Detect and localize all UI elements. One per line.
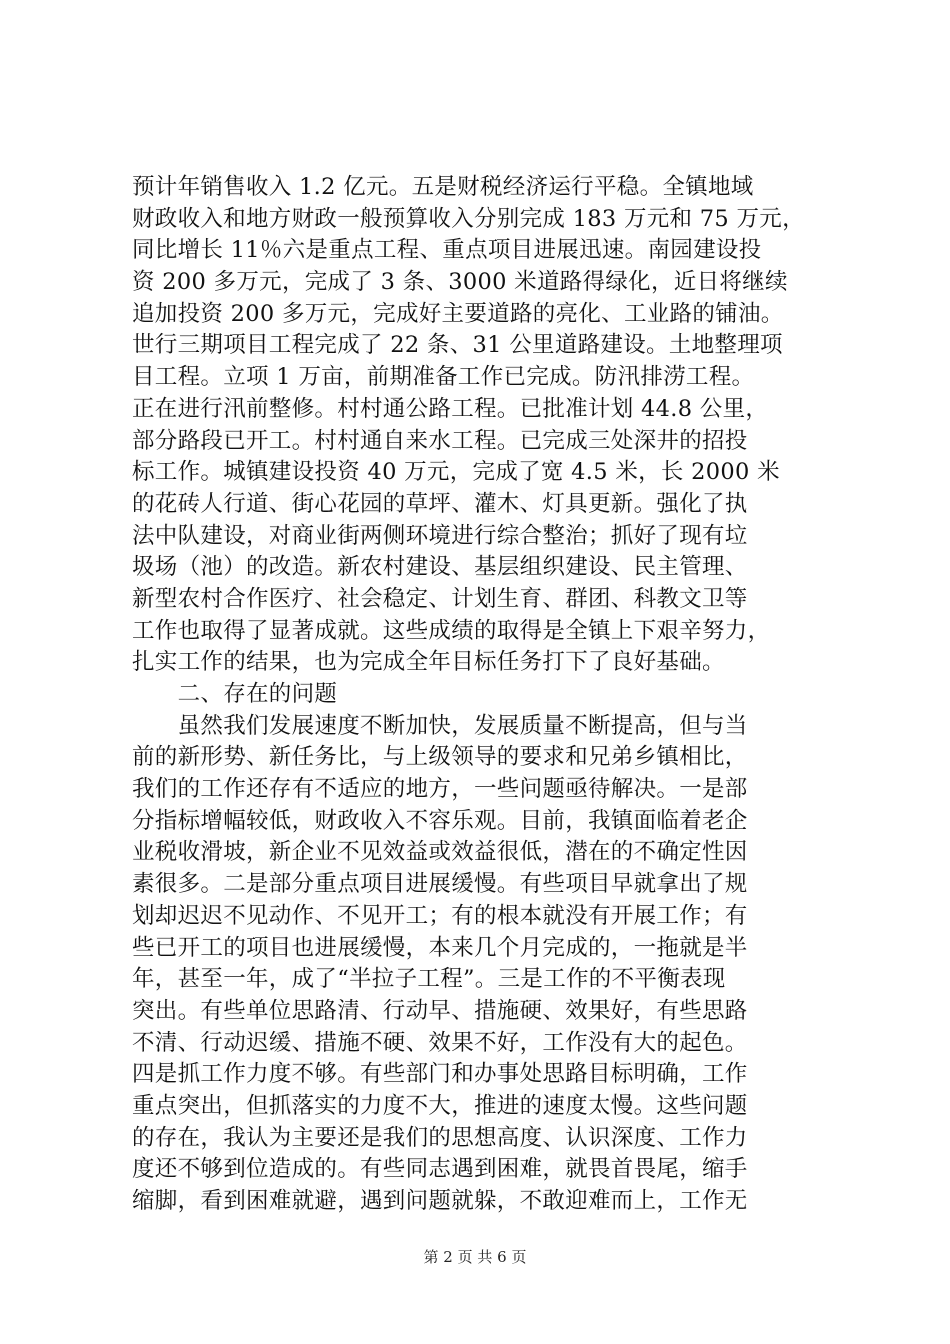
text-line: 部分路段已开工。村村通自来水工程。已完成三处深井的招投 bbox=[132, 427, 748, 454]
text-line: 虽然我们发展速度不断加快，发展质量不断提高，但与当 bbox=[132, 712, 748, 739]
text-line: 四是抓工作力度不够。有些部门和办事处思路目标明确，工作 bbox=[132, 1061, 748, 1088]
text-line: 目工程。立项 1 万亩，前期准备工作已完成。防汛排涝工程。 bbox=[132, 364, 755, 391]
text-line: 二、存在的问题 bbox=[132, 681, 338, 707]
text-line: 素很多。二是部分重点项目进展缓慢。有些项目早就拿出了规 bbox=[132, 871, 748, 898]
page-footer: 第 2 页 共 6 页 bbox=[423, 1248, 527, 1266]
text-line: 重点突出，但抓落实的力度不大，推进的速度太慢。这些问题 bbox=[132, 1092, 748, 1119]
text-line: 业税收滑坡，新企业不见效益或效益很低，潜在的不确定性因 bbox=[132, 839, 748, 866]
text-line: 同比增长 11％六是重点工程、重点项目进展迅速。南园建设投 bbox=[132, 237, 762, 264]
text-line: 扎实工作的结果，也为完成全年目标任务打下了良好基础。 bbox=[132, 649, 725, 676]
text-line: 前的新形势、新任务比，与上级领导的要求和兄弟乡镇相比， bbox=[132, 744, 748, 771]
text-line: 圾场（池）的改造。新农村建设、基层组织建设、民主管理、 bbox=[132, 554, 748, 581]
text-line: 工作也取得了显著成就。这些成绩的取得是全镇上下艰辛努力， bbox=[132, 617, 771, 644]
text-line: 度还不够到位造成的。有些同志遇到困难，就畏首畏尾，缩手 bbox=[132, 1156, 748, 1183]
text-line: 新型农村合作医疗、社会稳定、计划生育、群团、科教文卫等 bbox=[132, 585, 748, 612]
text-line: 世行三期项目工程完成了 22 条、31 公里道路建设。土地整理项 bbox=[132, 332, 783, 359]
text-line: 我们的工作还存有不适应的地方，一些问题亟待解决。一是部 bbox=[132, 776, 748, 803]
text-line: 的存在，我认为主要还是我们的思想高度、认识深度、工作力 bbox=[132, 1124, 748, 1151]
text-line: 不清、行动迟缓、措施不硬、效果不好，工作没有大的起色。 bbox=[132, 1029, 748, 1056]
text-line: 正在进行汛前整修。村村通公路工程。已批准计划 44.8 公里， bbox=[132, 395, 769, 422]
text-line: 追加投资 200 多万元，完成好主要道路的亮化、工业路的铺油。 bbox=[132, 300, 784, 327]
text-line: 年，甚至一年，成了“半拉子工程”。三是工作的不平衡表现 bbox=[132, 966, 726, 993]
text-line: 财政收入和地方财政一般预算收入分别完成 183 万元和 75 万元， bbox=[132, 205, 805, 232]
document-body bbox=[132, 172, 852, 1218]
text-line: 的花砖人行道、街心花园的草坪、灌木、灯具更新。强化了执 bbox=[132, 490, 748, 517]
text-line: 标工作。城镇建设投资 40 万元，完成了宽 4.5 米，长 2000 米 bbox=[132, 459, 780, 486]
text-line: 些已开工的项目也进展缓慢，本来几个月完成的，一拖就是半 bbox=[132, 934, 748, 961]
text-line: 分指标增幅较低，财政收入不容乐观。目前，我镇面临着老企 bbox=[132, 807, 748, 834]
text-line: 突出。有些单位思路清、行动早、措施硬、效果好，有些思路 bbox=[132, 997, 748, 1024]
text-line: 划却迟迟不见动作、不见开工；有的根本就没有开展工作；有 bbox=[132, 902, 748, 929]
text-line: 预计年销售收入 1.2 亿元。五是财税经济运行平稳。全镇地域 bbox=[132, 174, 754, 200]
text-line: 法中队建设，对商业街两侧环境进行综合整治；抓好了现有垃 bbox=[132, 522, 748, 549]
text-line: 资 200 多万元，完成了 3 条、3000 米道路得绿化，近日将继续 bbox=[132, 269, 788, 296]
text-line: 缩脚，看到困难就避，遇到问题就躲，不敢迎难而上，工作无 bbox=[132, 1188, 748, 1214]
